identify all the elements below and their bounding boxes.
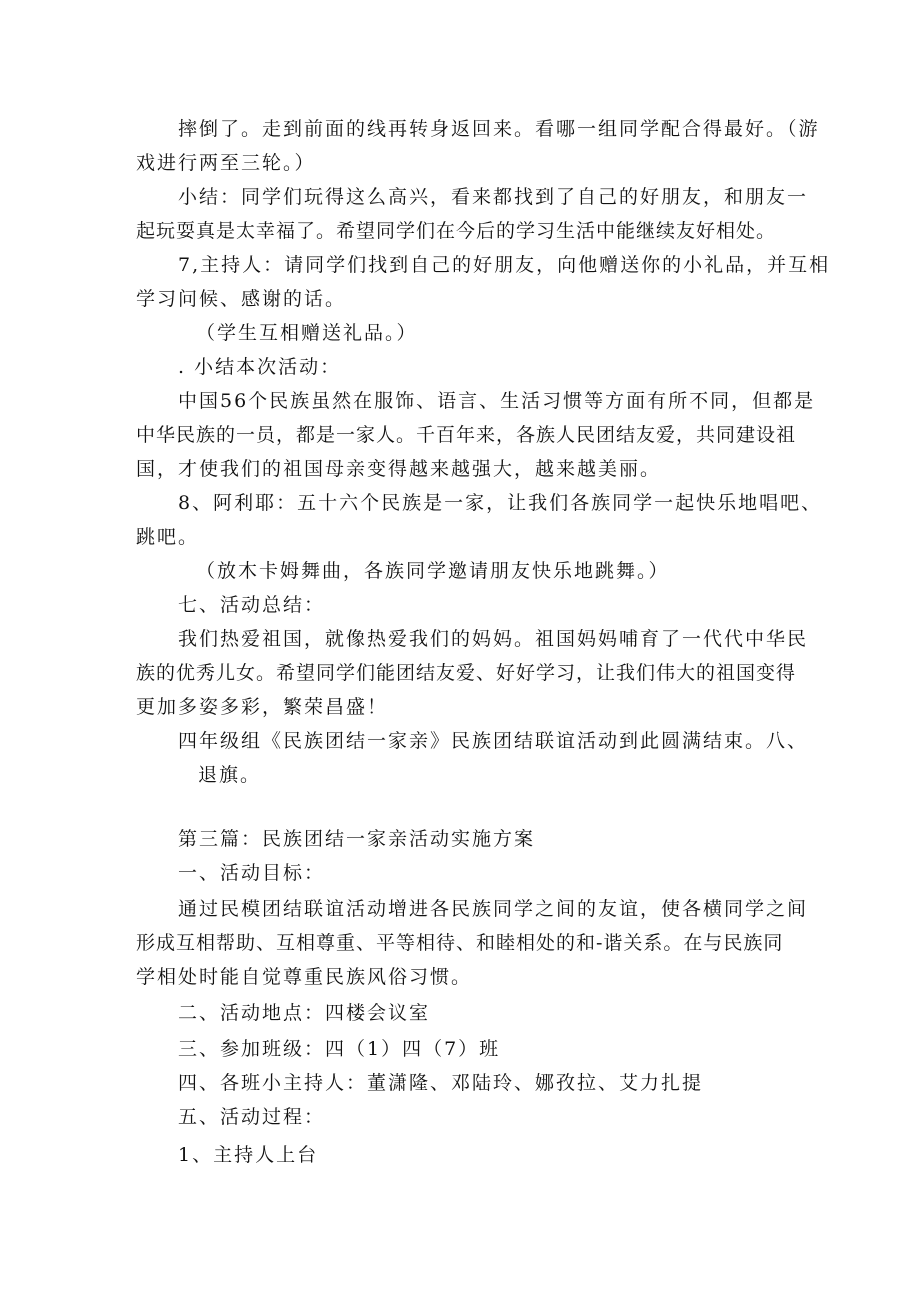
text-line: 中国56个民族虽然在服饰、语言、生活习惯等方面有所不同，但都是 bbox=[178, 390, 816, 412]
section-label: . 小结本次活动： bbox=[178, 356, 342, 378]
chapter-title: 第三篇：民族团结一家亲活动实施方案 bbox=[178, 828, 536, 850]
text-line: 学习问候、感谢的话。 bbox=[136, 288, 347, 310]
section-heading: 三、参加班级：四（1）四（7）班 bbox=[178, 1038, 501, 1060]
text-line: （放木卡姆舞曲，各族同学邀请朋友快乐地跳舞。） bbox=[196, 560, 670, 582]
text-line: 跳吧。 bbox=[136, 526, 200, 548]
text-line: 我们热爱祖国，就像热爱我们的妈妈。祖国妈妈哺育了一代代中华民 bbox=[178, 628, 809, 650]
text-line: 通过民模团结联谊活动增进各民族同学之间的友谊，使各横同学之间 bbox=[178, 898, 809, 920]
text-line: 族的优秀儿女。希望同学们能团结友爱、好好学习，让我们伟大的祖国变得 bbox=[136, 662, 797, 684]
section-heading: 一、活动目标： bbox=[178, 862, 326, 884]
text-line: 四年级组《民族团结一家亲》民族团结联谊活动到此圆满结束。八、 bbox=[178, 730, 809, 752]
text-line: 形成互相帮助、互相尊重、平等相待、和睦相处的和-谐关系。在与民族同 bbox=[136, 932, 784, 954]
text-line: 中华民族的一员，都是一家人。千百年来，各族人民团结友爱，共同建设祖 bbox=[136, 424, 797, 446]
text-line: 更加多姿多彩，繁荣昌盛！ bbox=[136, 696, 389, 718]
text-line: 8、阿利耶：五十六个民族是一家，让我们各族同学一起快乐地唱吧、 bbox=[178, 492, 823, 514]
text-line: 摔倒了。走到前面的线再转身返回来。看哪一组同学配合得最好。（游 bbox=[178, 118, 820, 140]
text-line: 国，才使我们的祖国母亲变得越来越强大，越来越美丽。 bbox=[136, 458, 662, 480]
text-line: 退旗。 bbox=[198, 764, 262, 786]
text-line: 戏进行两至三轮。） bbox=[136, 152, 316, 174]
text-line: 学相处时能自觉尊重民族风俗习惯。 bbox=[136, 966, 473, 988]
section-heading: 二、活动地点：四楼会议室 bbox=[178, 1002, 431, 1024]
section-heading: 七、活动总结： bbox=[178, 594, 326, 616]
section-heading: 四、各班小主持人：董潇隆、邓陆玲、娜孜拉、艾力扎提 bbox=[178, 1072, 704, 1094]
text-line: （学生互相赠送礼品。） bbox=[196, 322, 418, 344]
text-line: 7,主持人：请同学们找到自己的好朋友，向他赠送你的小礼品，并互相 bbox=[178, 254, 831, 276]
text-line: 小结：同学们玩得这么高兴，看来都找到了自己的好朋友，和朋友一 bbox=[178, 186, 809, 208]
section-heading: 五、活动过程： bbox=[178, 1106, 326, 1128]
text-line: 1、主持人上台 bbox=[178, 1144, 319, 1166]
text-line: 起玩耍真是太幸福了。希望同学们在今后的学习生活中能继续友好相处。 bbox=[136, 220, 777, 242]
